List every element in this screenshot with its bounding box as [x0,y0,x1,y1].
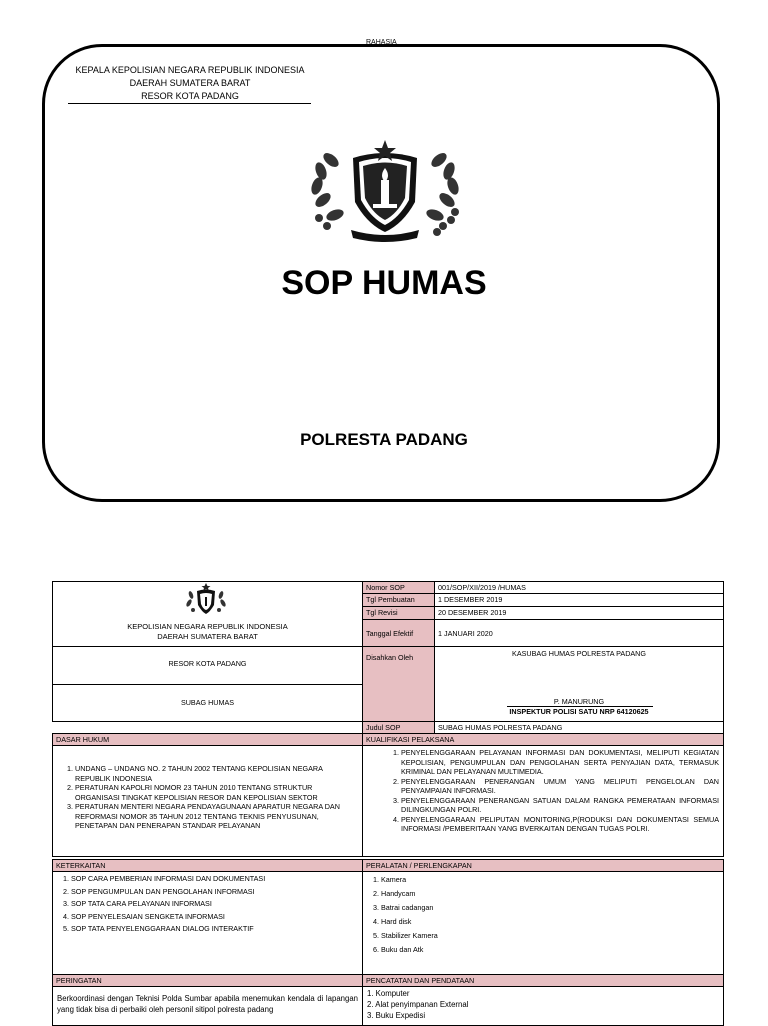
list-item: 3. Buku Expedisi [367,1011,426,1020]
resor-cell: RESOR KOTA PADANG [52,646,363,685]
org-line-2: DAERAH SUMATERA BARAT [157,632,258,641]
list-item: 3. SOP TATA CARA PELAYANAN INFORMASI [71,898,358,911]
pencatatan-header: PENCATATAN DAN PENDATAAN [362,974,724,987]
list-item: 1. SOP CARA PEMBERIAN INFORMASI DAN DOKUMENTASI [71,873,358,886]
keterkaitan-header: KETERKAITAN [52,859,363,872]
disahkan-label: Disahkan Oleh [362,646,435,722]
tanggal-efektif-label: Tanggal Efektif [362,619,435,647]
nomor-label: Nomor SOP [362,581,435,594]
list-item: 4. PENYELENGGARAAN PELIPUTAN MONITORING,P(RODUKSI DAN DOKUMENTASI SEMUA INFORMASI /PEMBERITAAN YANG BVERKAITAN DENGAN TUGAS POLRI. [401,815,719,834]
list-item: 1. PENYELENGGARAAN PELAYANAN INFORMASI DAN DOKUMENTASI, MELIPUTI KEGIATAN KEPOLISIAN, PENGUMPULAN DAN PENGOLAHAN SERTA PENYAJIAN DATA, TERMASUK KRIMINAL DAN PELAYANAN MULTIMEDIA. [401,748,719,777]
judul-label: Judul SOP [362,721,435,734]
list-item: 3. PERATURAN MENTERI NEGARA PENDAYAGUNAAN APARATUR NEGARA DAN REFORMASI NOMOR 35 TAHUN 2012 TENTANG TEKNIS PENYUSUNAN, PENETAPAN DAN PENERAPAN STANDAR PELAYANAN [75,802,358,831]
tgl-pembuatan-label: Tgl Pembuatan [362,593,435,607]
peringatan-header: PERINGATAN [52,974,363,987]
list-item: 2. Handycam [381,887,719,901]
list-item: 1. UNDANG – UNDANG NO. 2 TAHUN 2002 TENTANG KEPOLISIAN NEGARA REPUBLIK INDONESIA [75,764,358,783]
tgl-revisi-label: Tgl Revisi [362,606,435,620]
letterhead-line-2: DAERAH SUMATERA BARAT [129,78,251,88]
pencatatan-cell [362,986,724,1026]
peralatan-cell [362,871,724,975]
list-item: 4. Hard disk [381,915,719,929]
list-item: 2. PERATURAN KAPOLRI NOMOR 23 TAHUN 2010 TENTANG STRUKTUR ORGANISASI TINGKAT KEPOLISIAN RESOR DAN KEPOLISIAN SEKTOR [75,783,358,802]
disahkan-cell [434,646,724,722]
list-item: 6. Buku dan Atk [381,943,719,957]
dasar-hukum-list [57,764,358,831]
tanggal-efektif-value: 1 JANUARI 2020 [434,619,724,647]
list-item: 2. SOP PENGUMPULAN DAN PENGOLAHAN INFORMASI [71,886,358,899]
list-item: 4. SOP PENYELESAIAN SENGKETA INFORMASI [71,911,358,924]
judul-value: SUBAG HUMAS POLRESTA PADANG [434,721,724,734]
list-item: 1. Komputer [367,989,410,998]
signer-name: P. MANURUNG [553,697,605,706]
dasar-hukum-header: DASAR HUKUM [52,733,363,746]
peringatan-cell [52,986,363,1026]
classification-label: RAHASIA [366,39,397,46]
nomor-value: 001/SOP/XII/2019 /HUMAS [434,581,724,594]
keterkaitan-cell [52,871,363,975]
tgl-pembuatan-value: 1 DESEMBER 2019 [434,593,724,607]
list-item: 3. Batrai cadangan [381,901,719,915]
letterhead [60,64,320,103]
list-item: 2. Alat penyimpanan External [367,1000,469,1009]
list-item: 1. Kamera [381,873,719,887]
polri-small-emblem-icon [181,583,231,617]
kualifikasi-list [367,748,719,834]
peralatan-list [367,873,719,957]
peringatan-text: Berkoordinasi dengan Teknisi Polda Sumbar apabila menemukan kendala di lapangan yang tidak bisa di perbaiki oleh personil sitipol polresta padang [57,994,358,1014]
document-title: SOP HUMAS [281,264,487,302]
disahkan-value: KASUBAG HUMAS POLRESTA PADANG [512,649,646,658]
document-subtitle: POLRESTA PADANG [300,430,468,449]
dasar-hukum-cell [52,745,363,857]
list-item: 2. PENYELENGGARAAN PENERANGAN UMUM YANG MELIPUTI PENGELOLAN DAN PENYAMPAIAN INFORMASI. [401,777,719,796]
org-line-1: KEPOLISIAN NEGARA REPUBLIK INDONESIA [127,622,288,631]
list-item: 5. Stabilizer Kamera [381,929,719,943]
list-item: 5. SOP TATA PENYELENGGARAAN DIALOG INTERAKTIF [71,923,358,936]
tgl-revisi-value: 20 DESEMBER 2019 [434,606,724,620]
signer-rank: INSPEKTUR POLISI SATU NRP 64120625 [509,707,649,716]
keterkaitan-list [57,873,358,936]
list-item: 3. PENYELENGGARAAN PENERANGAN SATUAN DALAM RANGKA PEMERATAAN INFORMASI DILINGKUNGAN POLRI. [401,796,719,815]
letterhead-line-1: KEPALA KEPOLISIAN NEGARA REPUBLIK INDONESIA [75,65,305,75]
letterhead-line-3: RESOR KOTA PADANG [141,91,239,101]
unit-cell: SUBAG HUMAS [52,684,363,722]
polri-emblem-icon [303,140,467,244]
kualifikasi-cell [362,745,724,857]
kualifikasi-header: KUALIFIKASI PELAKSANA [362,733,724,746]
peralatan-header: PERALATAN / PERLENGKAPAN [362,859,724,872]
letterhead-underline [68,103,311,104]
